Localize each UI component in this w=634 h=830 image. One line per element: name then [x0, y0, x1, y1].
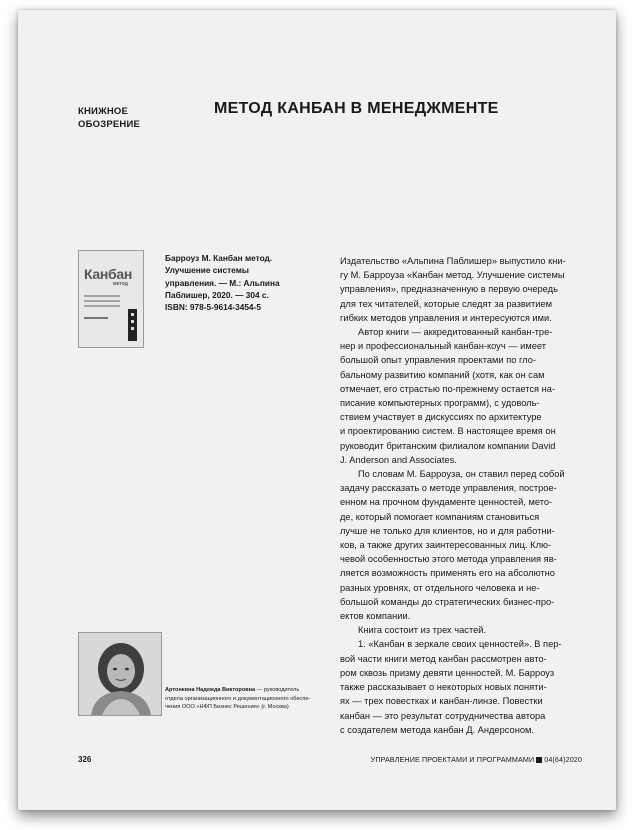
cover-text-lines [84, 295, 120, 310]
review-text-line: для тех читателей, которые следят за развитием [340, 298, 553, 309]
review-text-line: ях — трех повестках и канбан-линзе. Повестки [340, 696, 543, 707]
review-text-line: руководит британским филиалом компании David [340, 440, 556, 451]
review-text-line: де, который помогает компаниям становиться [340, 511, 540, 522]
author-caption-line3: чения ООО «НФП Бизнес Решения» (г. Москва) [165, 704, 289, 711]
section-label [78, 105, 140, 131]
review-text-line: большой опыт управления проектами по гло- [340, 355, 536, 366]
journal-footer [371, 755, 582, 764]
review-text-line: 1. «Канбан в зеркале своих ценностей». В пер- [358, 639, 562, 650]
author-photo [78, 632, 162, 716]
review-text-line: нер и профессиональный канбан-коуч — имеет [340, 341, 547, 352]
book-bibliography: Барроуз М. Канбан метод. Улучшение системы управления. — М.: Альпина Паблишер, 2020. — 304 с. ISBN: 978-5-9614-3454-5 [165, 253, 280, 313]
review-text-line: лучше не только для клиентов, но и для работни- [340, 525, 555, 536]
review-text-line: енном на прочном фундаменте ценностей, мето- [340, 497, 553, 508]
review-text-line: чевой особенностью этого метода управления яв- [340, 554, 557, 565]
review-text-line: Книга состоит из трех частей. [358, 625, 487, 636]
review-text-line: писание компьютерных программ), с удоволь- [340, 398, 540, 409]
review-text-line: вой части книги метод канбан рассмотрен авто- [340, 653, 547, 664]
review-text-line: задачу рассказать о методе управления, построе- [340, 483, 557, 494]
review-text-line: По словам М. Барроуза, он ставил перед собой [358, 469, 565, 480]
review-text-line: ствием участвует в дискуссиях по архитектуре [340, 412, 542, 423]
review-text-line: J. Anderson and Associates. [340, 454, 457, 465]
review-text-line: ков, а также других заинтересованных лиц. Клю- [340, 540, 552, 551]
review-text-line: ром сквозь призму девяти ценностей. М. Барроуз [340, 667, 555, 678]
review-text-line: ектов компании. [340, 611, 411, 622]
author-caption [165, 686, 323, 712]
review-text-line: канбан — это результат сотрудничества автора [340, 710, 546, 721]
book-cover-image [78, 250, 144, 348]
journal-name: УПРАВЛЕНИЕ ПРОЕКТАМИ И ПРОГРАММАМИ [370, 755, 535, 764]
review-text-line: разных уровнях, от отдельного человека и не- [340, 582, 540, 593]
review-text-line: большой команды до стратегических бизнес-про- [340, 596, 555, 607]
review-text-line: ляется возможность применять его на абсолютно [340, 568, 555, 579]
review-text-line: и проектированию систем. В настоящее время он [340, 426, 556, 437]
section-label-line2: ОБОЗРЕНИЕ [78, 119, 141, 130]
section-label-line1: КНИЖНОЕ [78, 106, 129, 117]
review-text [340, 254, 600, 737]
cover-subtitle: метод [113, 281, 128, 287]
author-portrait-icon [79, 633, 162, 716]
review-text-line: управления», предназначенную в первую очередь [340, 284, 558, 295]
author-name: Артонкина Надежда Викторовна [165, 687, 256, 693]
review-text-line: гибких методов управления и интересуются ими. [340, 312, 552, 323]
author-role: — руководитель [255, 687, 300, 693]
review-text-line: Издательство «Альпина Паблишер» выпустило кни- [340, 256, 566, 266]
page-number: 326 [78, 755, 92, 764]
cover-brand: Канбан [84, 266, 133, 282]
cover-author-line [84, 317, 108, 319]
journal-issue: 04(64)2020 [544, 755, 582, 764]
review-text-line: также рассказывает о некоторых новых поняти- [340, 682, 547, 693]
article-title: МЕТОД КАНБАН В МЕНЕДЖМЕНТЕ [214, 100, 499, 117]
review-text-line: бальному развитию компаний (хотя, как он сам [340, 369, 545, 380]
review-text-line: отмечает, его страстью по-прежнему остается на- [340, 383, 556, 394]
journal-page [18, 10, 616, 810]
review-text-line: с создателем метода канбан Д. Андерсоном. [340, 724, 534, 735]
cover-spine-strip [128, 309, 137, 341]
square-bullet-icon [536, 757, 542, 763]
review-text-line: гу М. Барроуза «Канбан метод. Улучшение системы [340, 270, 565, 281]
review-text-line: Автор книги — аккредитованный канбан-тре- [358, 327, 553, 338]
author-caption-line2: отдела организационного и документационного обеспе- [165, 695, 311, 702]
